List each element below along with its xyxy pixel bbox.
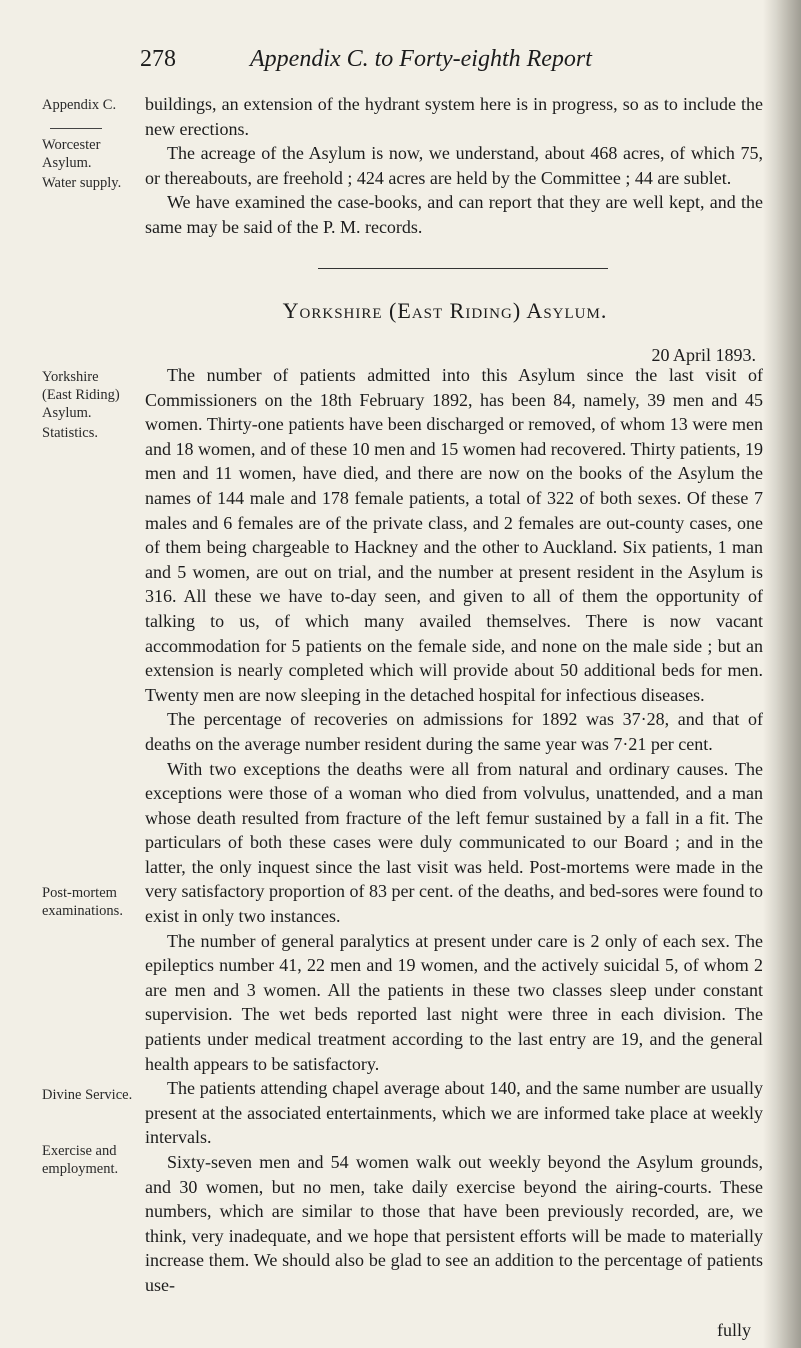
page-header: [140, 46, 740, 76]
margin-note-worcester: Worcester Asylum.: [42, 137, 101, 171]
yorkshire-paragraph-chapel: The patients attending chapel average about 140, and the same number are usually present at the associated entertainments, which we are informed take place at weekly intervals.: [145, 1078, 763, 1148]
margin-rule: [50, 128, 102, 129]
margin-note-post-mortem: Post-mortem examinations.: [42, 885, 123, 919]
worcester-paragraph-2: The acreage of the Asylum is now, we understand, about 468 acres, of which 75, or thereabouts, are freehold ; 424 acres are held by the Committee ; 44 are sublet.: [145, 143, 763, 188]
yorkshire-body: [145, 363, 763, 1298]
margin-note-yorkshire: Yorkshire (East Riding) Asylum.: [42, 369, 120, 421]
worcester-paragraph-1: buildings, an extension of the hydrant system here is in progress, so as to include the new erections.: [145, 94, 763, 139]
worcester-paragraph-3: We have examined the case-books, and can report that they are well kept, and the same may be said of the P. M. records.: [145, 192, 763, 237]
yorkshire-paragraph-statistics: The number of patients admitted into this Asylum since the last visit of Commissioners on the 18th February 1892, has been 84, namely, 39 men and 45 women. Thirty-one patients have been discharged or removed, of whom 13 were men and 18 women, and of these 10 men and 15 women had recovered. Thirty patients, 19 men and 11 women, have died, and there are now on the books of the Asylum the names of 144 male and 178 female patients, a total of 322 of both sexes. Of these 7 males and 6 females are of the private class, and 2 females are out-county cases, one of them being chargeable to Hackney and the other to Auckland. Six patients, 1 man and 5 women, are out on trial, and the number at present resident in the Asylum is 316. All these we have to-day seen, and given to all of them the opportunity of talking to us, of which many availed themselves. There is now vacant accommodation for 5 patients on the female side, and none on the male side ; but an extension is nearly completed which will provide about 50 additional beds for men. Twenty men are now sleeping in the detached hospital for infectious diseases.: [145, 365, 763, 705]
margin-note-exercise: Exercise and employment.: [42, 1143, 119, 1177]
margin-note-appendix: Appendix C.: [42, 97, 117, 113]
catchword: fully: [717, 1320, 751, 1340]
yorkshire-paragraph-exercise: Sixty-seven men and 54 women walk out weekly beyond the Asylum grounds, and 30 women, but no men, take daily exercise beyond the airing-courts. These numbers, which are similar to those that have been previously recorded, are, we think, very inadequate, and we hope that persistent efforts will be made to materially increase them. We should also be glad to see an addition to the percentage of patients use-: [145, 1152, 763, 1295]
margin-note-statistics: Statistics.: [42, 425, 98, 441]
section-title: Yorkshire (East Riding) Asylum.: [282, 298, 608, 323]
margin-note-water-supply: Water supply.: [42, 175, 122, 191]
section-divider: [318, 268, 608, 269]
margin-note-divine-service: Divine Service.: [42, 1087, 133, 1103]
page-edge-shadow: [763, 0, 801, 1348]
yorkshire-paragraph-paralytics: The number of general paralytics at present under care is 2 only of each sex. The epileptics number 41, 22 men and 19 women, and the actively suicidal 5, of whom 2 are men and 3 women. All the patients in these two classes sleep under constant supervision. The wet beds reported last night were three in each division. The patients under medical treatment according to the last entry are 19, and the general health appears to be satisfactory.: [145, 930, 763, 1074]
visit-date: 20 April 1893.: [651, 345, 756, 365]
yorkshire-paragraph-percentages: The percentage of recoveries on admissions for 1892 was 37·28, and that of deaths on the average number resident during the same year was 7·21 per cent.: [145, 709, 763, 754]
page-number: 278: [140, 46, 176, 72]
yorkshire-paragraph-deaths: With two exceptions the deaths were all from natural and ordinary causes. The exceptions were those of a woman who died from volvulus, unattended, and a man whose death resulted from fracture of the left femur sustained by a fall in a fit. The particulars of both these cases were duly communicated to our Board ; and in the latter, the only inquest since the last visit was held. Post-mortems were made in the very satisfactory proportion of 83 per cent. of the deaths, and bed-sores were found to exist in only two instances.: [145, 758, 763, 927]
worcester-body: [145, 92, 763, 240]
running-head: Appendix C. to Forty-eighth Report: [250, 46, 592, 72]
